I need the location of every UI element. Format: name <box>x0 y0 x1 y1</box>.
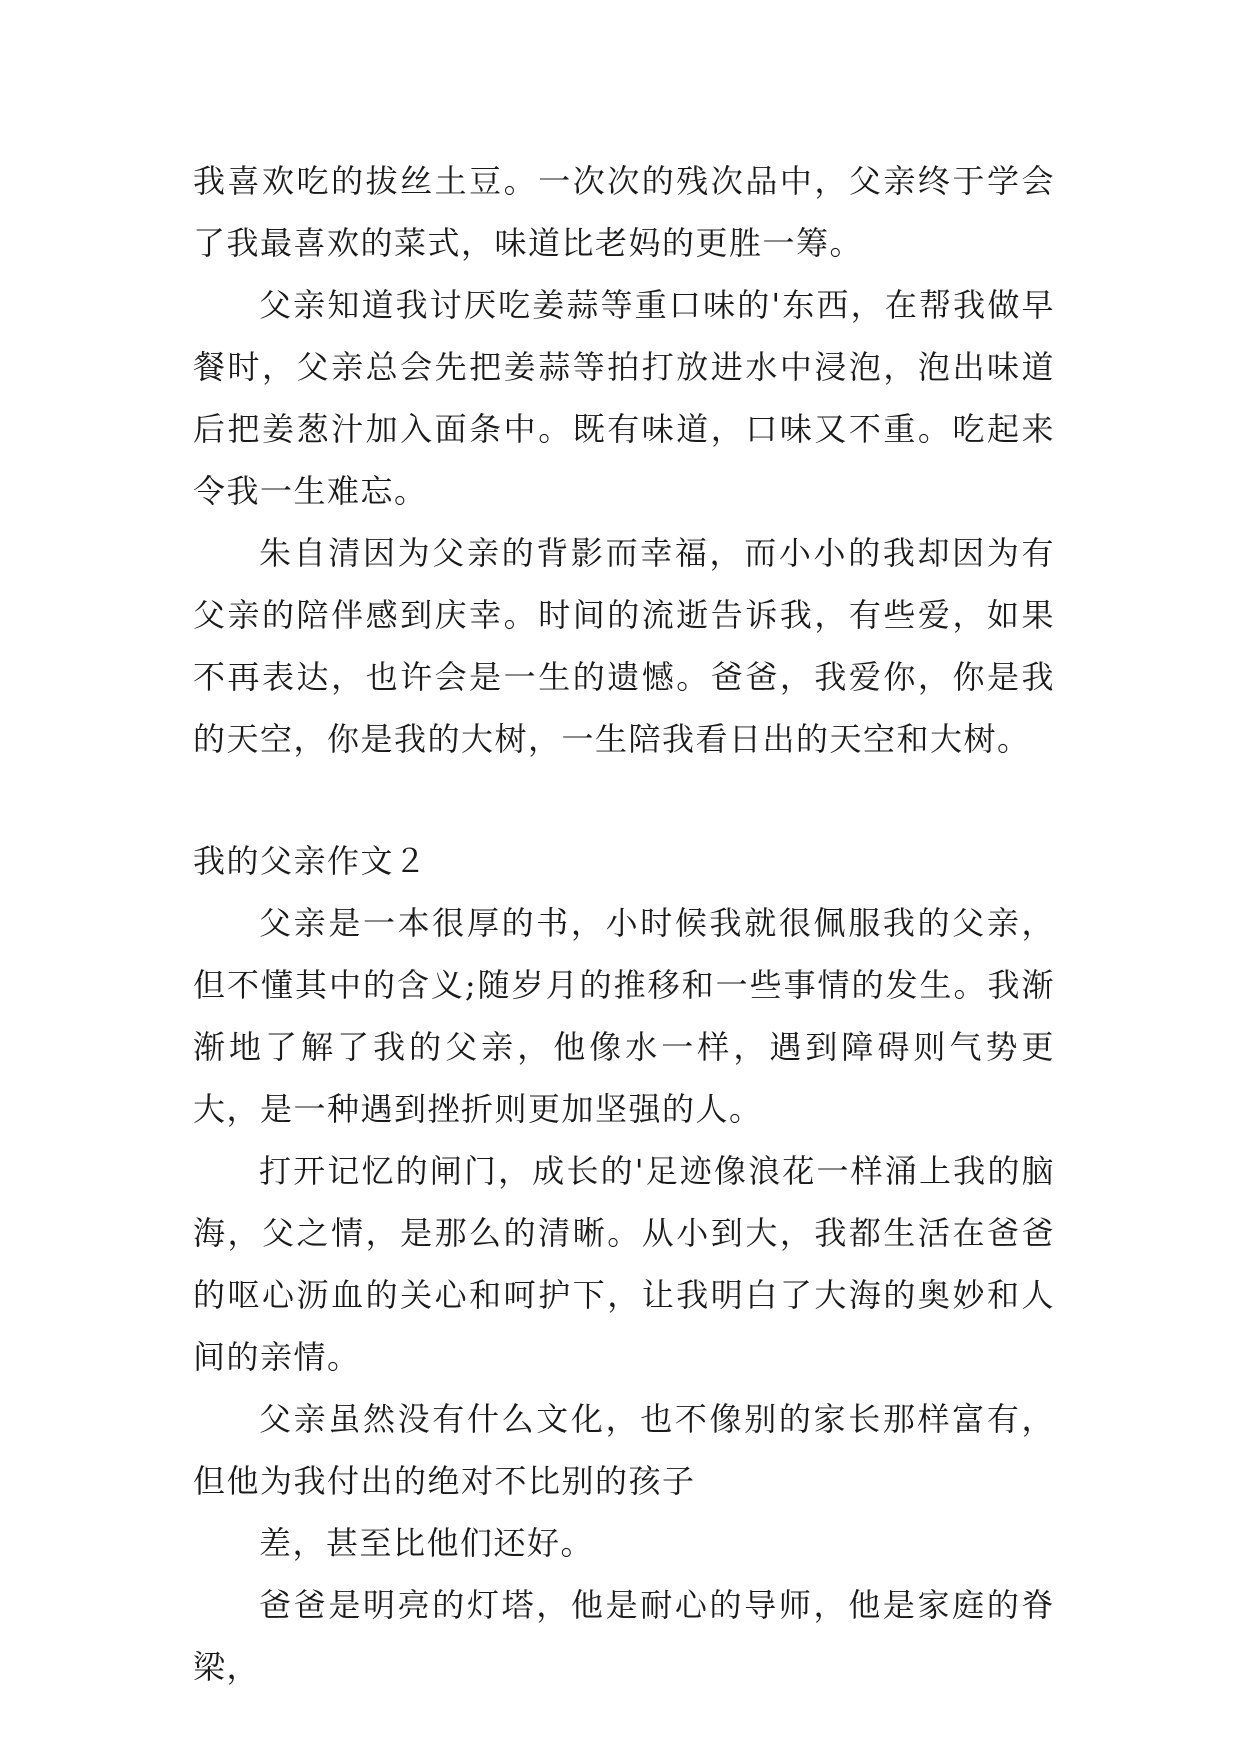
paragraph: 父亲知道我讨厌吃姜蒜等重口味的'东西，在帮我做早餐时，父亲总会先把姜蒜等拍打放进水中浸泡，泡出味道后把姜葱汁加入面条中。既有味道，口味又不重。吃起来令我一生难忘。 <box>193 286 1055 510</box>
paragraph: 差，甚至比他们还好。 <box>259 1524 595 1562</box>
document-body <box>193 150 1055 1698</box>
paragraph: 父亲虽然没有什么文化，也不像别的家长那样富有，但他为我付出的绝对不比别的孩子 <box>193 1400 1055 1500</box>
section-heading: 我的父亲作文２ <box>193 842 428 880</box>
paragraph: 爸爸是明亮的灯塔，他是耐心的导师，他是家庭的脊梁， <box>193 1586 1055 1686</box>
paragraph: 我喜欢吃的拔丝土豆。一次次的残次品中，父亲终于学会了我最喜欢的菜式，味道比老妈的更胜一筹。 <box>193 162 1055 262</box>
paragraph: 父亲是一本很厚的书，小时候我就很佩服我的父亲，但不懂其中的含义;随岁月的推移和一些事情的发生。我渐渐地了解了我的父亲，他像水一样，遇到障碍则气势更大，是一种遇到挫折则更加坚强的人。 <box>193 904 1055 1128</box>
paragraph: 打开记忆的闸门，成长的'足迹像浪花一样涌上我的脑海，父之情，是那么的清晰。从小到大，我都生活在爸爸的呕心沥血的关心和呵护下，让我明白了大海的奥妙和人间的亲情。 <box>193 1152 1055 1376</box>
paragraph: 朱自清因为父亲的背影而幸福，而小小的我却因为有父亲的陪伴感到庆幸。时间的流逝告诉我，有些爱，如果不再表达，也许会是一生的遗憾。爸爸，我爱你，你是我的天空，你是我的大树，一生陪我看日出的天空和大树。 <box>193 534 1055 758</box>
